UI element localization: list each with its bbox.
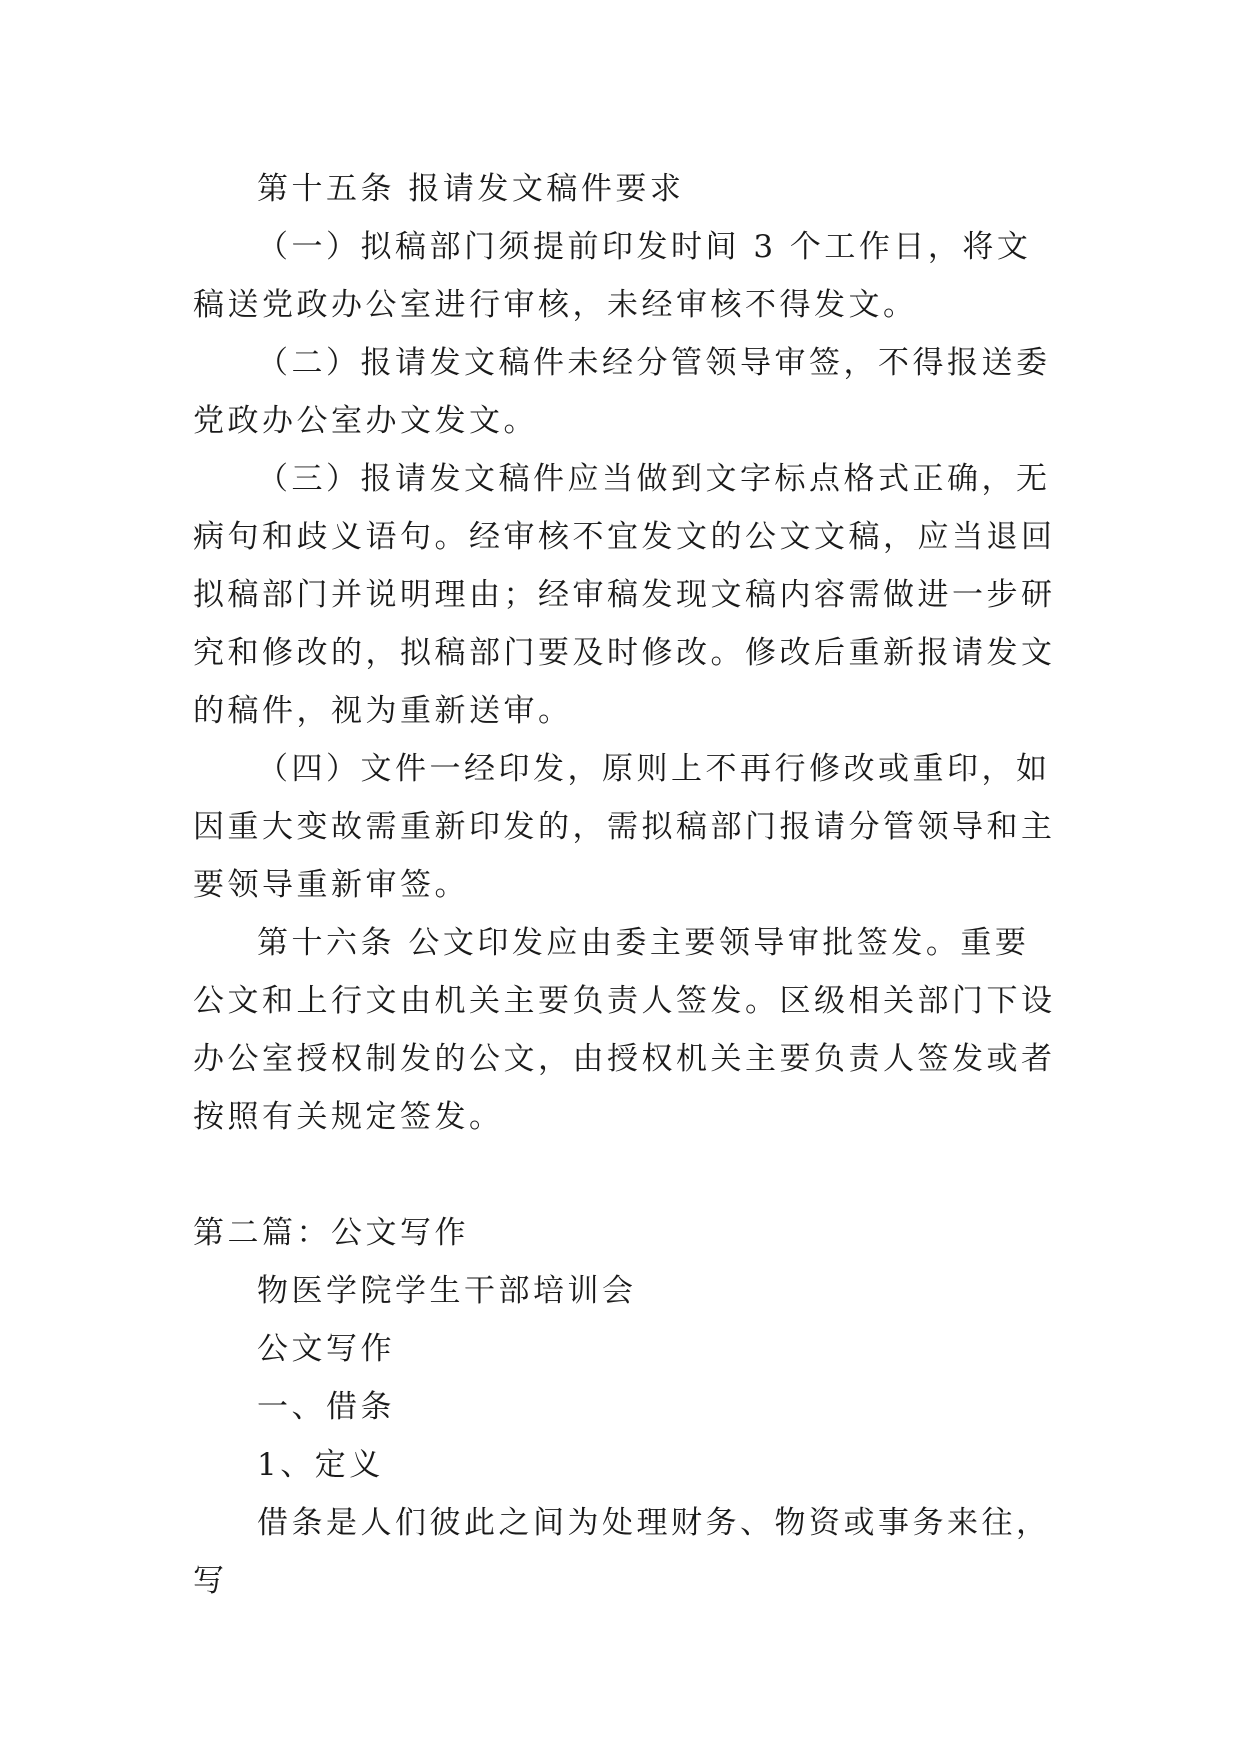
- subsection-1-heading: 1、定义: [257, 1447, 384, 1483]
- part-2-heading: 第二篇：公文写作: [193, 1215, 469, 1251]
- section-1-heading: 一、借条: [257, 1389, 395, 1425]
- training-title: 物医学院学生干部培训会: [257, 1273, 637, 1309]
- definition-paragraph: 借条是人们彼此之间为处理财务、物资或事务来往，写: [193, 1505, 1051, 1599]
- article-15-item-2: （二）报请发文稿件未经分管领导审签，不得报送委党政办公室办文发文。: [193, 345, 1051, 439]
- article-15-item-3: （三）报请发文稿件应当做到文字标点格式正确，无病句和歧义语句。经审核不宜发文的公文文稿，应当退回拟稿部门并说明理由；经审稿发现文稿内容需做进一步研究和修改的，拟稿部门要及时修改。修改后重新报请发文的稿件，视为重新送审。: [193, 461, 1056, 729]
- article-16-paragraph: 第十六条 公文印发应由委主要领导审批签发。重要公文和上行文由机关主要负责人签发。区级相关部门下设办公室授权制发的公文，由授权机关主要负责人签发或者按照有关规定签发。: [193, 925, 1056, 1135]
- article-15-heading: 第十五条 报请发文稿件要求: [257, 171, 685, 207]
- topic-heading: 公文写作: [257, 1331, 395, 1367]
- article-15-item-4: （四）文件一经印发，原则上不再行修改或重印，如因重大变故需重新印发的，需拟稿部门报请分管领导和主要领导重新审签。: [193, 751, 1056, 903]
- document-body: [193, 160, 1061, 1610]
- article-15-item-1: （一）拟稿部门须提前印发时间 3 个工作日，将文稿送党政办公室进行审核，未经审核不得发文。: [193, 229, 1032, 323]
